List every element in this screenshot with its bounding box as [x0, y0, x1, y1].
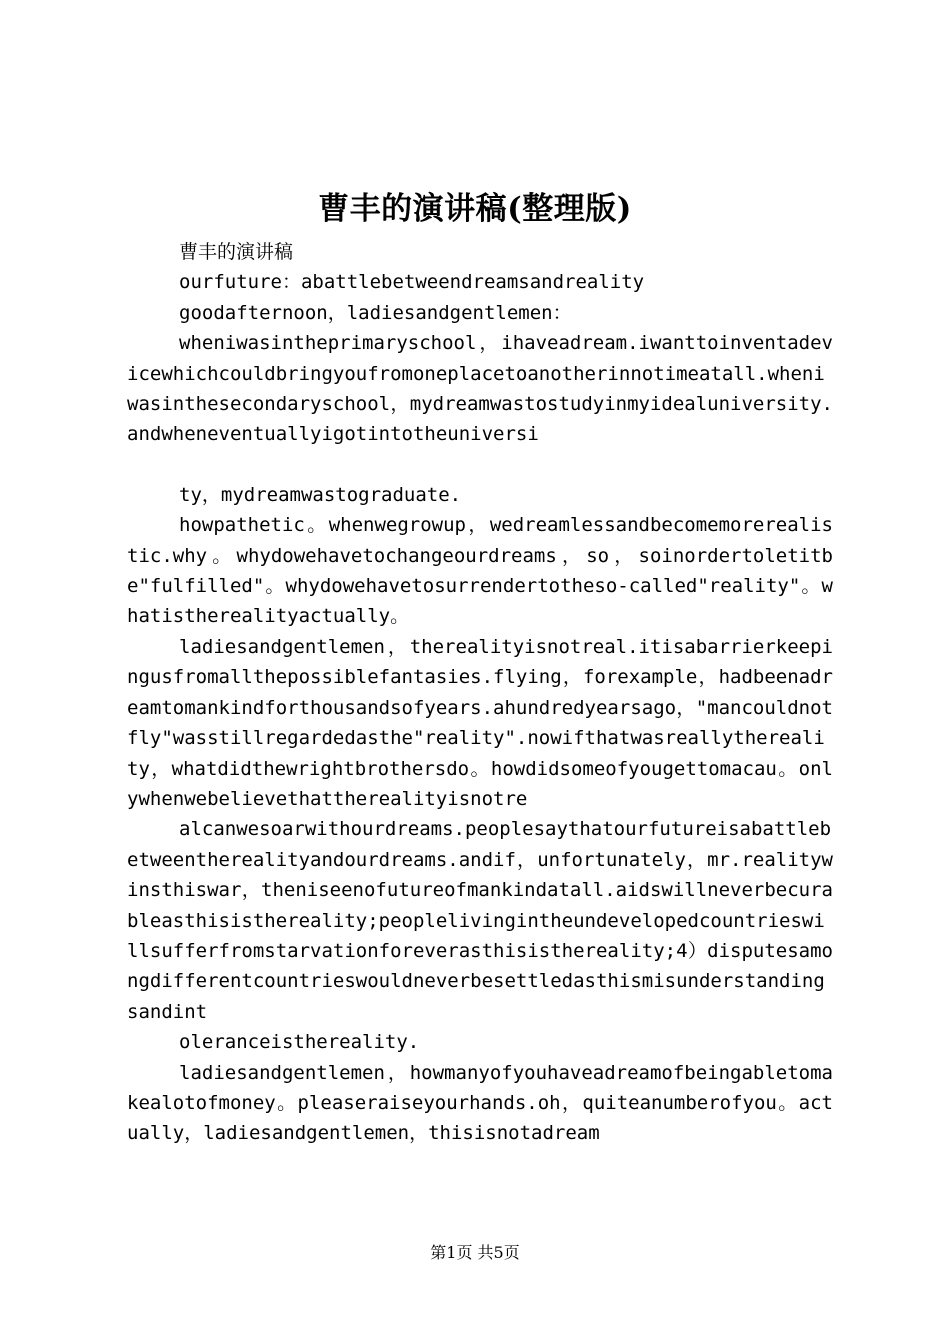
paragraph-greeting: goodafternoon，ladiesandgentlemen： [179, 301, 572, 324]
paragraph: ty，mydreamwastograduate. [179, 483, 462, 506]
paragraph: ladiesandgentlemen，therealityisnotreal.itisabarrierkeepingusfromallthepossiblefantasies.flying，forexample，hadbeenadreamtomankindforthousandsofyears.ahundredyearsago，"mancouldnotfly"wasstillregardedasthe"reality".nowifthatwasreallythereality，whatdidthewrightbrothersdo。howdidsomeofyougettomacau。onlywhenwebelievethattherealityisnotre [127, 635, 833, 810]
paragraph: alcanwesoarwithourdreams.peoplesaythatourfutureisabattlebetweentherealityandourdreams.andif，unfortunately，mr.realitywinsthiswar，theniseenofutureofmankindatall.aidswillneverbecurableasthisisthereality;peoplelivingintheundevelopedcountrieswillsufferfromstarvationforeverasthisisthereality;4）disputesamongdifferentcountrieswouldneverbesettledasthismisunderstandingsandint [127, 818, 833, 1023]
paragraph-heading: 曹丰的演讲稿 [179, 241, 294, 263]
paragraph: oleranceisthereality. [179, 1031, 420, 1054]
page-footer: 第1页 共5页 [430, 1243, 520, 1262]
paragraph: wheniwasintheprimaryschool，ihaveadream.iwanttoinventadevicewhichcouldbringyoufromoneplacetoanotherinnotimeatall.wheniwasinthesecondaryschool，mydreamwastostudyinmyidealuniversity.andwheneventuallyigotintotheuniversi [127, 332, 833, 446]
paragraph-gap [127, 450, 833, 480]
document-title: 曹丰的演讲稿(整理版) [318, 191, 632, 227]
paragraph: ladiesandgentlemen，howmanyofyouhaveadreamofbeingabletomakealotofmoney。pleaseraiseyourhands.oh，quiteanumberofyou。actually，ladiesandgentlemen，thisisnotadream [127, 1061, 833, 1145]
paragraph-subtitle: ourfuture：abattlebetweendreamsandreality [179, 271, 645, 294]
document-body [127, 237, 833, 1149]
paragraph: howpathetic。whenwegrowup，wedreamlessandbecomemorerealistic.why。whydowehavetochangeourdreams，so，soinordertoletitbe"fulfilled"。whydowehavetosurrendertotheso-called"reality"。whatistherealityactually。 [127, 514, 833, 628]
